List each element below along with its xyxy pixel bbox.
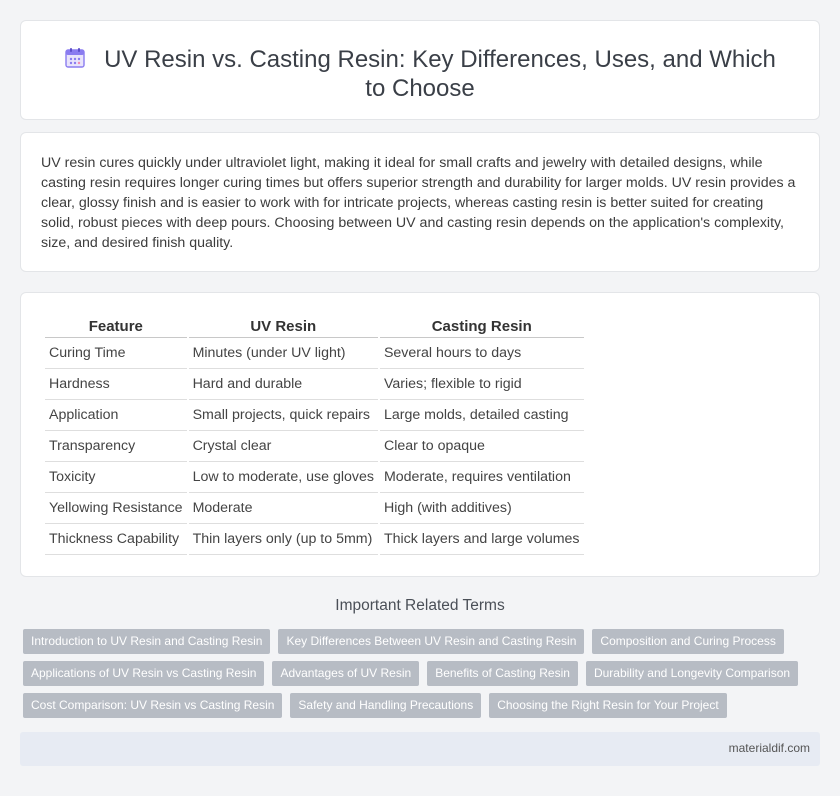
- footer-bar: [20, 732, 820, 766]
- related-terms-title: Important Related Terms: [335, 597, 505, 614]
- related-term-link[interactable]: Introduction to UV Resin and Casting Resin: [23, 629, 270, 654]
- table-cell: Toxicity: [45, 462, 187, 493]
- table-cell: Thick layers and large volumes: [380, 524, 584, 555]
- column-header: UV Resin: [189, 313, 378, 338]
- title-card: [20, 20, 820, 120]
- footer-site-name[interactable]: materialdif.com: [728, 741, 810, 755]
- table-cell: Clear to opaque: [380, 431, 584, 462]
- related-terms-row: [23, 693, 727, 718]
- table-cell: Moderate, requires ventilation: [380, 462, 584, 493]
- table-header-row: [45, 313, 584, 338]
- related-terms-row: [23, 629, 784, 654]
- table-row: [45, 369, 584, 400]
- table-cell: Small projects, quick repairs: [189, 400, 378, 431]
- table-cell: Hardness: [45, 369, 187, 400]
- table-cell: Application: [45, 400, 187, 431]
- table-cell: Thin layers only (up to 5mm): [189, 524, 378, 555]
- table-card: [20, 292, 820, 577]
- related-term-link[interactable]: Choosing the Right Resin for Your Project: [489, 693, 726, 718]
- related-term-link[interactable]: Key Differences Between UV Resin and Casting Resin: [278, 629, 584, 654]
- related-term-link[interactable]: Durability and Longevity Comparison: [586, 661, 798, 686]
- table-cell: Thickness Capability: [45, 524, 187, 555]
- table-cell: Varies; flexible to rigid: [380, 369, 584, 400]
- table-cell: Hard and durable: [189, 369, 378, 400]
- table-row: [45, 462, 584, 493]
- related-term-link[interactable]: Benefits of Casting Resin: [427, 661, 578, 686]
- table-cell: Several hours to days: [380, 338, 584, 369]
- intro-paragraph: UV resin cures quickly under ultraviolet light, making it ideal for small crafts and jewelry with detailed designs, while casting resin requires longer curing times but offers superior strength and durability for larger molds. UV resin provides a clear, glossy finish and is easier to work with for intricate projects, whereas casting resin is better suited for creating solid, robust pieces with deep pours. Choosing between UV and casting resin depends on the application's complexity, size, and desired finish quality.: [41, 155, 796, 251]
- calendar-icon: [64, 47, 86, 69]
- related-terms-row: [23, 661, 798, 686]
- column-header: Feature: [45, 313, 187, 338]
- table-cell: High (with additives): [380, 493, 584, 524]
- table-row: [45, 400, 584, 431]
- related-term-link[interactable]: Composition and Curing Process: [592, 629, 783, 654]
- table-cell: Minutes (under UV light): [189, 338, 378, 369]
- table-row: [45, 493, 584, 524]
- table-cell: Curing Time: [45, 338, 187, 369]
- table-row: [45, 524, 584, 555]
- related-term-link[interactable]: Advantages of UV Resin: [272, 661, 419, 686]
- comparison-table: [43, 313, 586, 555]
- related-term-link[interactable]: Cost Comparison: UV Resin vs Casting Resin: [23, 693, 282, 718]
- related-term-link[interactable]: Safety and Handling Precautions: [290, 693, 481, 718]
- table-row: [45, 338, 584, 369]
- table-cell: Crystal clear: [189, 431, 378, 462]
- table-cell: Moderate: [189, 493, 378, 524]
- table-cell: Large molds, detailed casting: [380, 400, 584, 431]
- page-title-text: UV Resin vs. Casting Resin: Key Differences, Uses, and Which to Choose: [104, 46, 776, 102]
- page-title: [61, 45, 779, 103]
- table-cell: Transparency: [45, 431, 187, 462]
- table-cell: Yellowing Resistance: [45, 493, 187, 524]
- table-row: [45, 431, 584, 462]
- column-header: Casting Resin: [380, 313, 584, 338]
- related-term-link[interactable]: Applications of UV Resin vs Casting Resin: [23, 661, 264, 686]
- intro-card: [20, 132, 820, 272]
- table-cell: Low to moderate, use gloves: [189, 462, 378, 493]
